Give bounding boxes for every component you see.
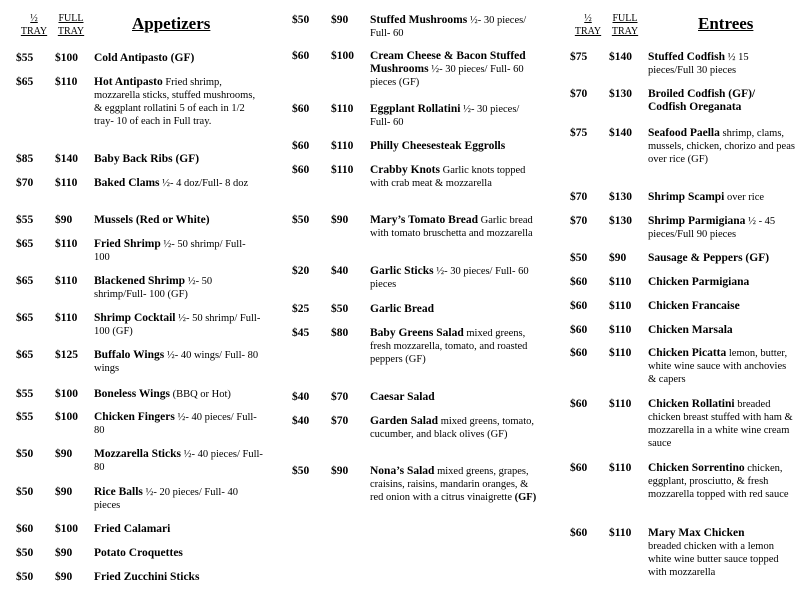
full-tray-price: $110 (55, 275, 78, 287)
menu-item-text (370, 164, 540, 190)
full-tray-price: $110 (55, 312, 78, 324)
half-tray-price: $60 (570, 276, 588, 288)
menu-item-name: Chicken Rollatini (648, 398, 735, 410)
menu-item-name: Chicken Fingers (94, 411, 175, 423)
half-tray-price: $55 (16, 52, 34, 64)
menu-item-description: ½- 4 doz/Full- 8 doz (162, 178, 249, 189)
menu-item-text (648, 527, 796, 579)
full-tray-price: $140 (55, 153, 78, 165)
menu-item-text (370, 103, 540, 129)
menu-item-name: Shrimp Parmigiana (648, 215, 746, 227)
half-tray-price: $60 (570, 347, 588, 359)
menu-item-text (370, 265, 540, 291)
menu-item-text (94, 411, 264, 437)
full-tray-price: $50 (331, 303, 349, 315)
half-tray-price: $50 (570, 252, 588, 264)
full-tray-price: $90 (55, 448, 73, 460)
menu-item-name: Blackened Shrimp (94, 275, 186, 287)
menu-item-name: Seafood Paella (648, 127, 720, 139)
menu-item-text (94, 177, 264, 190)
menu-item-description: chicken, eggplant, prosciutto, & fresh mozzarella topped with red sauce (648, 463, 789, 500)
half-tray-heading: ½ TRAY (574, 13, 602, 37)
half-tray-price: $25 (292, 303, 310, 315)
entrees-title: Entrees (698, 14, 754, 33)
menu-item-name: Chicken Parmigiana (648, 276, 750, 288)
half-tray-price: $60 (16, 523, 34, 535)
half-tray-price: $50 (292, 465, 310, 477)
half-tray-price: $70 (570, 88, 588, 100)
full-tray-price: $110 (331, 103, 354, 115)
menu-item-text (94, 571, 264, 584)
menu-item-name: Cream Cheese & Bacon Stuffed Mushrooms (370, 50, 526, 75)
menu-item-name: Garlic Bread (370, 303, 434, 315)
menu-item-text (648, 191, 796, 204)
full-tray-price: $110 (331, 164, 354, 176)
full-tray-heading: FULL TRAY (611, 13, 639, 37)
menu-item-text (648, 276, 796, 289)
menu-item-name: Eggplant Rollatini (370, 103, 461, 115)
full-tray-price: $130 (609, 191, 632, 203)
menu-item-name: Mussels (Red or White) (94, 214, 210, 226)
menu-item-description: ½- 30 pieces/ Full- 60 pieces (GF) (370, 64, 524, 88)
full-tray-price: $40 (331, 265, 349, 277)
menu-item-description: lemon, butter, white wine sauce with anchovies & capers (648, 348, 788, 385)
menu-item-description: ½- 30 pieces/ Full- 60 pieces (370, 266, 529, 290)
half-tray-price: $65 (16, 76, 34, 88)
appetizers-title: Appetizers (132, 14, 211, 33)
menu-item-name: Philly Cheesesteak Eggrolls (370, 140, 506, 152)
half-tray-price: $70 (16, 177, 34, 189)
half-tray-price: $70 (570, 191, 588, 203)
half-tray-price: $65 (16, 312, 34, 324)
half-tray-price: $65 (16, 349, 34, 361)
full-tray-price: $110 (609, 462, 632, 474)
menu-item-text (648, 347, 796, 386)
full-tray-price: $90 (55, 571, 73, 583)
full-tray-price: $100 (55, 52, 78, 64)
menu-item-description: mixed greens, fresh mozzarella, tomato, and roasted peppers (GF) (370, 328, 528, 365)
full-tray-price: $110 (331, 140, 354, 152)
half-tray-price: $60 (292, 50, 310, 62)
half-tray-heading: ½ TRAY (20, 13, 48, 37)
full-tray-price: $90 (55, 547, 73, 559)
menu-item-name: Nona’s Salad (370, 465, 435, 477)
menu-item-description: breaded chicken breast stuffed with ham & mozzarella in a white wine cream sauce (648, 399, 793, 449)
full-tray-heading: FULL TRAY (57, 13, 85, 37)
menu-item-text (370, 303, 540, 316)
full-tray-price: $125 (55, 349, 78, 361)
half-tray-price: $55 (16, 214, 34, 226)
menu-item-name: Chicken Francaise (648, 300, 740, 312)
menu-item-description: breaded chicken with a lemon white wine butter sauce topped with mozzarella (648, 541, 779, 578)
full-tray-price: $130 (609, 215, 632, 227)
full-tray-price: $110 (55, 177, 78, 189)
menu-item-name: Potato Croquettes (94, 547, 183, 559)
appetizers-header (14, 0, 284, 42)
menu-item-text (94, 349, 264, 375)
half-tray-price: $60 (292, 103, 310, 115)
full-tray-price: $70 (331, 391, 349, 403)
menu-item-description: ½- 40 pieces/ Full- 80 (94, 412, 257, 436)
menu-item-text (648, 215, 796, 241)
half-tray-price: $85 (16, 153, 34, 165)
menu-item-text (94, 547, 264, 560)
menu-item-description: ½- 50 shrimp/ Full- 100 (GF) (94, 313, 261, 337)
half-tray-price: $60 (292, 164, 310, 176)
menu-item-name: Crabby Knots (370, 164, 440, 176)
full-tray-price: $110 (609, 527, 632, 539)
half-tray-price: $60 (570, 462, 588, 474)
full-tray-price: $100 (331, 50, 354, 62)
menu-item-description: ½- 50 shrimp/ Full- 100 (94, 239, 246, 263)
menu-item-text (648, 252, 796, 265)
full-tray-price: $70 (331, 415, 349, 427)
menu-item-text (648, 88, 796, 114)
full-tray-price: $100 (55, 388, 78, 400)
menu-item-text (94, 275, 264, 301)
menu-item-text (648, 127, 796, 166)
menu-item-text (370, 415, 540, 441)
full-tray-price: $90 (331, 214, 349, 226)
half-tray-price: $55 (16, 411, 34, 423)
menu-item-name: Hot Antipasto (94, 76, 163, 88)
menu-item-text (648, 398, 796, 450)
menu-item-text (370, 214, 540, 240)
menu-item-description: ½- 40 pieces/ Full- 80 (94, 449, 263, 473)
menu-item-name: Mozzarella Sticks (94, 448, 181, 460)
menu-item-name: Mary Max Chicken (648, 527, 745, 539)
menu-item-name: Chicken Sorrentino (648, 462, 745, 474)
half-tray-price: $65 (16, 238, 34, 250)
menu-item-tag: (GF) (514, 492, 537, 503)
half-tray-price: $75 (570, 51, 588, 63)
menu-item-description: (BBQ or Hot) (172, 389, 231, 400)
menu-item-text (370, 465, 540, 504)
half-tray-price: $65 (16, 275, 34, 287)
half-tray-price: $50 (292, 14, 310, 26)
half-tray-price: $20 (292, 265, 310, 277)
full-tray-price: $100 (55, 523, 78, 535)
menu-item-description: ½- 20 pieces/ Full- 40 pieces (94, 487, 238, 511)
menu-item-description: Garlic knots topped with crab meat & mozzarella (370, 165, 526, 189)
full-tray-price: $110 (609, 398, 632, 410)
menu-item-description: Fried shrimp, mozzarella sticks, stuffed mushrooms, & eggplant rollatini 5 of each in 1/2 tray- 10 of each in Full tray. (94, 77, 256, 127)
half-tray-price: $75 (570, 127, 588, 139)
menu-item-name: Garlic Sticks (370, 265, 434, 277)
menu-item-text (94, 238, 264, 264)
menu-item-text (94, 312, 264, 338)
menu-item-name: Chicken Picatta (648, 347, 727, 359)
full-tray-price: $140 (609, 51, 632, 63)
menu-item-description: ½ - 45 pieces/Full 90 pieces (648, 216, 776, 240)
menu-item-text (94, 214, 264, 227)
full-tray-price: $130 (609, 88, 632, 100)
menu-item-name: Stuffed Codfish (648, 51, 726, 63)
full-tray-price: $90 (331, 14, 349, 26)
menu-item-description: shrimp, clams, mussels, chicken, chorizo and peas over rice (GF) (648, 128, 795, 165)
menu-item-text (94, 52, 264, 65)
half-tray-price: $50 (16, 547, 34, 559)
full-tray-price: $110 (609, 300, 632, 312)
menu-item-name: Baked Clams (94, 177, 160, 189)
half-tray-price: $60 (570, 300, 588, 312)
full-tray-price: $90 (55, 214, 73, 226)
menu-item-text (94, 153, 264, 166)
half-tray-price: $50 (292, 214, 310, 226)
menu-item-text (648, 324, 796, 337)
full-tray-price: $140 (609, 127, 632, 139)
half-tray-price: $60 (570, 398, 588, 410)
menu-item-text (94, 448, 264, 474)
half-tray-price: $40 (292, 415, 310, 427)
menu-item-text (370, 50, 540, 89)
menu-item-text (648, 462, 796, 501)
menu-item-name: Fried Zucchini Sticks (94, 571, 200, 583)
menu-item-name: Sausage & Peppers (GF) (648, 252, 770, 264)
half-tray-price: $50 (16, 486, 34, 498)
menu-item-name: Fried Calamari (94, 523, 171, 535)
menu-item-name: Stuffed Mushrooms (370, 14, 468, 26)
half-tray-price: $45 (292, 327, 310, 339)
full-tray-price: $90 (609, 252, 627, 264)
full-tray-price: $110 (55, 76, 78, 88)
menu-item-name: Baby Back Ribs (GF) (94, 153, 200, 165)
menu-item-text (94, 76, 264, 128)
half-tray-price: $60 (570, 527, 588, 539)
menu-item-name: Shrimp Cocktail (94, 312, 176, 324)
menu-item-text (370, 391, 540, 404)
menu-item-text (370, 140, 540, 153)
menu-item-name: Garden Salad (370, 415, 439, 427)
menu-item-name: Chicken Marsala (648, 324, 733, 336)
menu-item-description: ½ 15 pieces/Full 30 pieces (648, 52, 749, 76)
menu-item-description: ½- 40 wings/ Full- 80 wings (94, 350, 259, 374)
menu-item-description: Garlic bread with tomato bruschetta and mozzarella (370, 215, 533, 239)
half-tray-price: $60 (292, 140, 310, 152)
full-tray-price: $90 (55, 486, 73, 498)
menu-item-name: Broiled Codfish (GF)/ Codfish Oreganata (648, 88, 756, 113)
menu-item-text (648, 300, 796, 313)
menu-item-description: mixed greens, tomato, cucumber, and black olives (GF) (370, 416, 534, 440)
menu-item-text (648, 51, 796, 77)
menu-item-name: Caesar Salad (370, 391, 435, 403)
menu-item-text (94, 388, 264, 401)
full-tray-price: $90 (331, 465, 349, 477)
half-tray-price: $50 (16, 448, 34, 460)
menu-item-description: ½- 30 pieces/ Full- 60 (370, 15, 527, 39)
menu-item-description: over rice (727, 192, 765, 203)
menu-item-description: mixed greens, grapes, craisins, raisins, mandarin oranges, & red onion with a citrus vinaigrette (370, 466, 529, 503)
menu-item-name: Rice Balls (94, 486, 143, 498)
full-tray-price: $110 (609, 276, 632, 288)
half-tray-price: $60 (570, 324, 588, 336)
menu-item-name: Shrimp Scampi (648, 191, 725, 203)
menu-item-name: Boneless Wings (94, 388, 170, 400)
full-tray-price: $80 (331, 327, 349, 339)
full-tray-price: $110 (609, 324, 632, 336)
appetizers-column (14, 0, 284, 583)
half-tray-price: $70 (570, 215, 588, 227)
menu-item-text (94, 523, 264, 536)
menu-item-description: ½- 50 shrimp/Full- 100 (GF) (94, 276, 213, 300)
half-tray-price: $40 (292, 391, 310, 403)
half-tray-price: $50 (16, 571, 34, 583)
menu-item-name: Mary’s Tomato Bread (370, 214, 478, 226)
menu-item-name: Fried Shrimp (94, 238, 161, 250)
menu-item-text (370, 327, 540, 366)
full-tray-price: $110 (609, 347, 632, 359)
full-tray-price: $110 (55, 238, 78, 250)
menu-item-name: Buffalo Wings (94, 349, 165, 361)
entrees-header (568, 0, 804, 42)
menu-item-text (370, 14, 540, 40)
menu-item-name: Cold Antipasto (GF) (94, 52, 195, 64)
half-tray-price: $55 (16, 388, 34, 400)
menu-item-description: ½- 30 pieces/ Full- 60 (370, 104, 520, 128)
menu-item-text (94, 486, 264, 512)
entrees-column (568, 0, 804, 578)
menu-item-name: Baby Greens Salad (370, 327, 464, 339)
full-tray-price: $100 (55, 411, 78, 423)
